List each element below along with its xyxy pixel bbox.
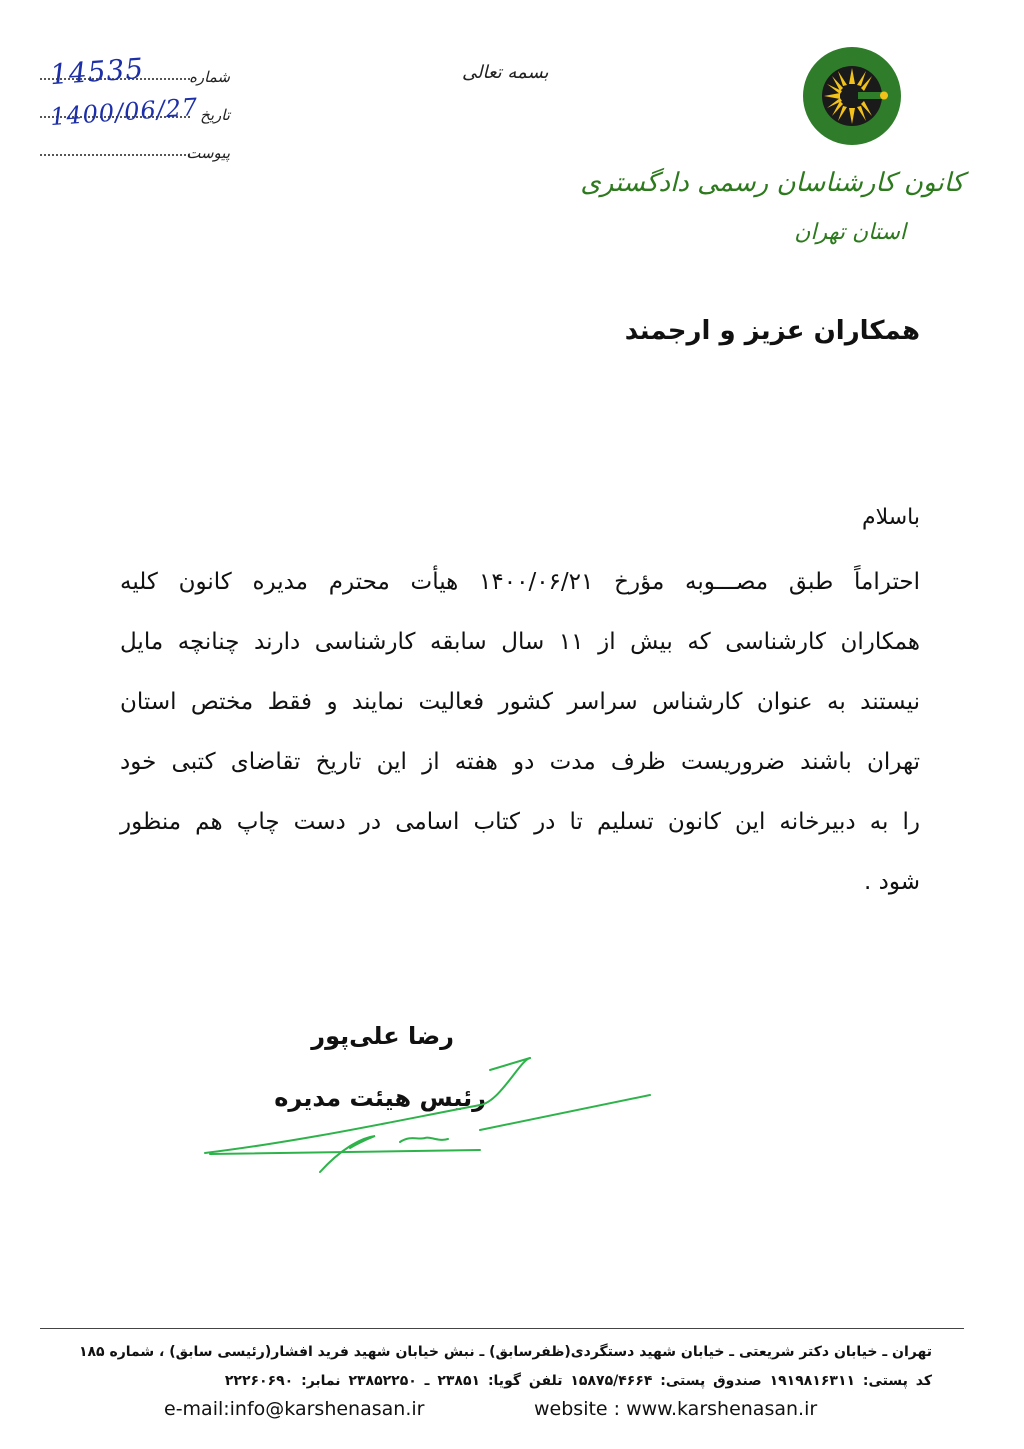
date-field: [40, 92, 230, 132]
number-field: [40, 51, 230, 92]
letter-greeting: همکاران عزیز و ارجمند: [624, 316, 920, 346]
letter-body: [120, 552, 920, 912]
footer-website: website : www.karshenasan.ir: [534, 1398, 818, 1420]
body-line: را به دبیرخانه این کانون تسلیم تا در کتاب اسامی در دست چاپ هم منظور: [120, 809, 920, 835]
footer-phones: کد پستی: ۱۹۱۹۸۱۶۳۱۱ صندوق پستی: ۱۵۸۷۵/۴۶۶۴ تلفن گویا: ۲۳۸۵۱ ـ ۲۳۸۵۲۲۵۰ نمابر: ۲۲۲۶۰۶۹۰: [224, 1373, 932, 1389]
footer-divider: [40, 1328, 964, 1329]
signatory-title: رئیس هیئت مدیره: [274, 1084, 486, 1112]
body-line: احتراماً طبق مصـــوبه مؤرخ ۱۴۰۰/۰۶/۲۱ هیأت محترم مدیره کانون کلیه: [120, 569, 920, 595]
number-value: 14535: [48, 51, 146, 92]
organization-province: استان تهران: [794, 220, 906, 245]
date-label: تاریخ: [200, 106, 230, 124]
body-line: همکاران کارشناسی که بیش از ۱۱ سال سابقه کارشناسی دارند چنانچه مایل: [120, 629, 920, 655]
footer-address: تهران ـ خیابان دکتر شریعتی ـ خیابان شهید دستگردی(ظفرسابق) ـ نبش خیابان شهید فرید افشار(رئیسی سابق) ، شماره ۱۸۵: [78, 1344, 932, 1360]
invocation-text: بسمه تعالی: [462, 62, 549, 83]
letter-salutation: باسلام: [861, 505, 920, 530]
dotted-line: [40, 154, 190, 156]
organization-logo-icon: [802, 46, 902, 146]
attachment-field: [40, 134, 230, 164]
body-line: تهران باشند ضروریست ظرف مدت دو هفته از این تاریخ تقاضای کتبی خود: [120, 749, 920, 775]
handwritten-signature: [190, 1050, 660, 1190]
number-label: شماره: [189, 68, 230, 86]
signatory-name: رضا علی‌پور: [311, 1022, 454, 1050]
body-line: نیستند به عنوان کارشناس سراسر کشور فعالیت نمایند و فقط مختص استان: [120, 689, 920, 715]
organization-name: کانون کارشناسان رسمی دادگستری: [580, 168, 964, 198]
footer-email: e-mail:info@karshenasan.ir: [164, 1398, 425, 1420]
attachment-label: پیوست: [186, 144, 230, 162]
date-value: 1400/06/27: [49, 92, 200, 132]
body-line: شود .: [863, 869, 920, 895]
